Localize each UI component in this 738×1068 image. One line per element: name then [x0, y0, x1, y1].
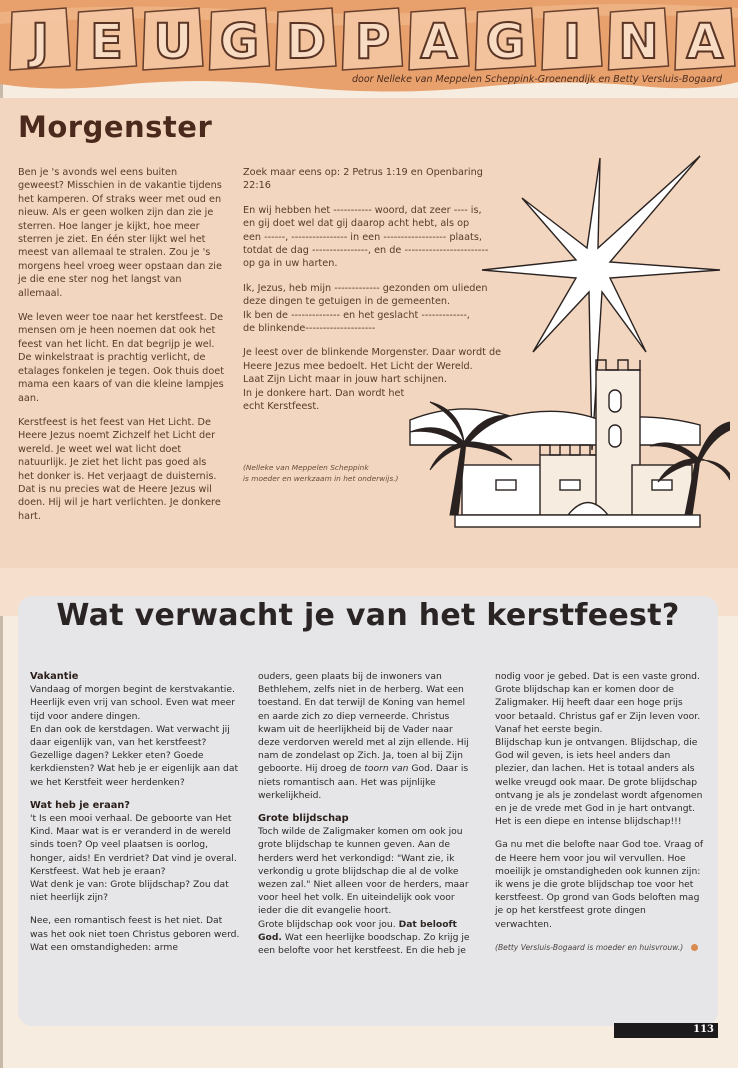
paragraph: Kerstfeest is het feest van Het Licht. De Heere Jezus noemt Zichzelf het Licht der wereld. Je weet wel wat licht doet natuurlijk. Je ziet het licht pas goed als het donker is. Het verjaagt de duisternis. Dat is nu precies wat de Heere Jezus wil doen. Hij wil je hart verlichten. Je donkere hart. [18, 416, 221, 522]
article2-column-2 [258, 670, 470, 967]
banner-letter-text: A [686, 14, 724, 70]
paragraph: Nee, een romantisch feest is het niet. Dat was het ook niet toen Christus geboren werd. Wat een omstandigheden: arme [30, 915, 240, 953]
author-credit-2: (Betty Versluis-Bogaard is moeder en huisvrouw.) [495, 941, 705, 954]
fill-line: En wij hebben het ----------- woord, dat zeer ---- is, [243, 204, 482, 216]
paragraph: Grote blijdschap ook voor jou. Dat belooft God. Wat een heerlijke boodschap. Zo krijg je een belofte voor het kerstfeest. En die heb je [258, 918, 470, 957]
banner-letter-text: N [618, 14, 659, 70]
paragraph: Ben je 's avonds wel eens buiten geweest? Misschien in de vakantie tijdens het kamperen. Of straks weer met oud en nieuw. Als er geen wolken zijn dan zie je sterren. Hoe langer je kijkt, hoe meer sterren je ziet. En één ster lijkt wel het meest van allemaal te stralen. Zou je 's morgens heel vroeg weer opstaan dan zie je die ene ster nog het langst van allemaal. [18, 167, 222, 299]
banner-letter-text: I [563, 14, 581, 70]
banner-letter-g [476, 8, 536, 70]
article2-column-1 [30, 670, 240, 964]
banner-letter-a [675, 8, 735, 70]
paragraph: Wat denk je van: Grote blijdschap? Zou dat niet heerlijk zijn? [30, 879, 229, 904]
banner-letter-text: A [420, 14, 458, 70]
paragraph: Vandaag of morgen begint de kerstvakantie. Heerlijk even vrij van school. Even wat meer tijd voor andere dingen. [30, 684, 236, 722]
section-heading: Grote blijdschap [258, 813, 349, 825]
end-mark-dot [691, 944, 698, 951]
bible-reference: Zoek maar eens op: 2 Petrus 1:19 en Openbaring 22:16 [243, 167, 483, 192]
paragraph: Blijdschap kun je ontvangen. Blijdschap, die God wil geven, is iets heel anders dan plezier, dan lachen. Het is totaal anders als welke vreugd ook maar. De grote blijdschap ontvang je als je zondelast wordt afgenomen en je de vrede met God in je hart ontvangt. Het is een diepe en intense blijdschap!!! [495, 737, 703, 828]
closing-line: Laat Zijn Licht maar in jouw hart schijnen. [243, 374, 448, 386]
banner-title-letters [10, 8, 735, 70]
banner-letter-j [10, 8, 70, 70]
paragraph: En dan ook de kerstdagen. Wat verwacht jij daar eigenlijk van, van het kerstfeest? Gezellige dagen? Lekker eten? Goede kerkdiensten? Wat heb je er eigenlijk aan dat we het Kerstfeit weer herdenken? [30, 723, 239, 788]
author-credit-1: (Nelleke van Meppelen Scheppink is moeder en werkzaam in het onderwijs.) [243, 462, 399, 483]
banner-letter-g [210, 8, 270, 70]
banner-letter-text: E [90, 14, 123, 70]
banner-letter-text: J [31, 14, 49, 70]
banner-letter-a [409, 8, 469, 70]
star-and-bethlehem-illustration [400, 120, 730, 550]
closing-line: Je leest over de blinkende Morgenster. Daar wordt de [243, 347, 502, 359]
fill-line: deze dingen te getuigen in de gemeenten. [243, 296, 451, 308]
fill-line: op ga in uw harten. [243, 258, 338, 270]
fill-line: Ik ben de -------------- en het geslacht -------------, [243, 309, 470, 321]
closing-line: Heere Jezus mee bedoelt. Het Licht der Wereld. [243, 360, 473, 372]
paragraph: Toch wilde de Zaligmaker komen om ook jou grote blijdschap te kunnen geven. Aan de herders werd het verkondigd: "Want zie, ik verkondig u grote blijdschap die al de volke wezen zal." Niet alleen voor de herders, maar voor heel het volk. En uiteindelijk ook voor ieder die dit evangelie hoort. [258, 826, 469, 917]
banner-letter-d [276, 8, 336, 70]
banner-letter-text: G [485, 14, 526, 70]
banner-letter-p [343, 8, 403, 70]
paragraph: nodig voor je gebed. Dat is een vaste grond. Grote blijdschap kan er komen door de Zaligmaker. Hij heeft daar een hoge prijs voor betaald. Christus gaf er Zijn leven voor. Vanaf het eerste begin. [495, 671, 701, 735]
author-credits: door Nelleke van Meppelen Scheppink-Groenendijk en Betty Versluis-Bogaard [352, 74, 722, 85]
article1-left-column [18, 166, 224, 534]
banner-letter-n [609, 8, 669, 70]
fill-line: Ik, Jezus, heb mijn ------------- gezonden om ulieden [243, 282, 488, 294]
banner-letter-text: G [219, 14, 260, 70]
banner-letter-e [77, 8, 137, 70]
article2-column-3 [495, 670, 705, 964]
banner-letter-u [143, 8, 203, 70]
banner-letter-text: P [354, 14, 391, 70]
paragraph: Ga nu met die belofte naar God toe. Vraag of de Heere hem voor jou wil vervullen. Hoe moeilijk je omstandigheden ook kunnen zijn: ik wens je die grote blijdschap toe voor het kerstfeest. Op grond van Gods beloften mag je op het kerstfeest grote dingen verwachten. [495, 839, 704, 930]
fill-line: een ------, ---------------- in een ------------------ plaats, [243, 231, 482, 243]
banner-letter-text: D [286, 14, 326, 70]
section-heading: Wat heb je eraan? [30, 799, 130, 811]
banner-letter-text: U [153, 14, 193, 70]
article-title-kerstfeest: Wat verwacht je van het kerstfeest? [56, 598, 680, 633]
closing-line: echt Kerstfeest. [243, 401, 320, 413]
section-heading: Vakantie [30, 671, 79, 682]
paragraph: We leven weer toe naar het kerstfeest. De mensen om je heen noemen dat ook het feest van het licht. En dat begrijp je wel. De winkelstraat is prachtig verlicht, de etalages fonkelen je tegen. Ook thuis doet mama een kaars of van die kleine lampjes aan. [18, 312, 225, 404]
page-number: 113 [693, 1024, 714, 1035]
fill-line: totdat de dag ----------------, en de ------------------------ [243, 245, 489, 257]
paragraph: 't Is een mooi verhaal. De geboorte van Het Kind. Maar wat is er veranderd in de wereld sinds toen? Op veel plaatsen is oorlog, honger, aids! En verdriet? Dat vind je overal. Kerstfeest. Wat heb je eraan? [30, 813, 237, 877]
paragraph: ouders, geen plaats bij de inwoners van Bethlehem, zelfs niet in de herberg. Wat een toestand. En dat terwijl de Koning van hemel en aarde zich zo diep verneerde. Christus kwam uit de heerlijkheid bij de Vader naar deze verdorven wereld met al zijn ellende. Hij nam de zondelast op Zich. Ja, toen al bij Zijn geboorte. Hij droeg de toorn van God. Daar is niets romantisch aan. Het was pijnlijke werkelijkheid. [258, 671, 469, 801]
article-title-morgenster: Morgenster [18, 110, 213, 144]
closing-line: In je donkere hart. Dan wordt het [243, 387, 405, 399]
fill-line: en gij doet wel dat gij daarop acht hebt, als op [243, 218, 470, 230]
fill-line: de blinkende-------------------- [243, 323, 376, 335]
banner-letter-i [542, 8, 602, 70]
